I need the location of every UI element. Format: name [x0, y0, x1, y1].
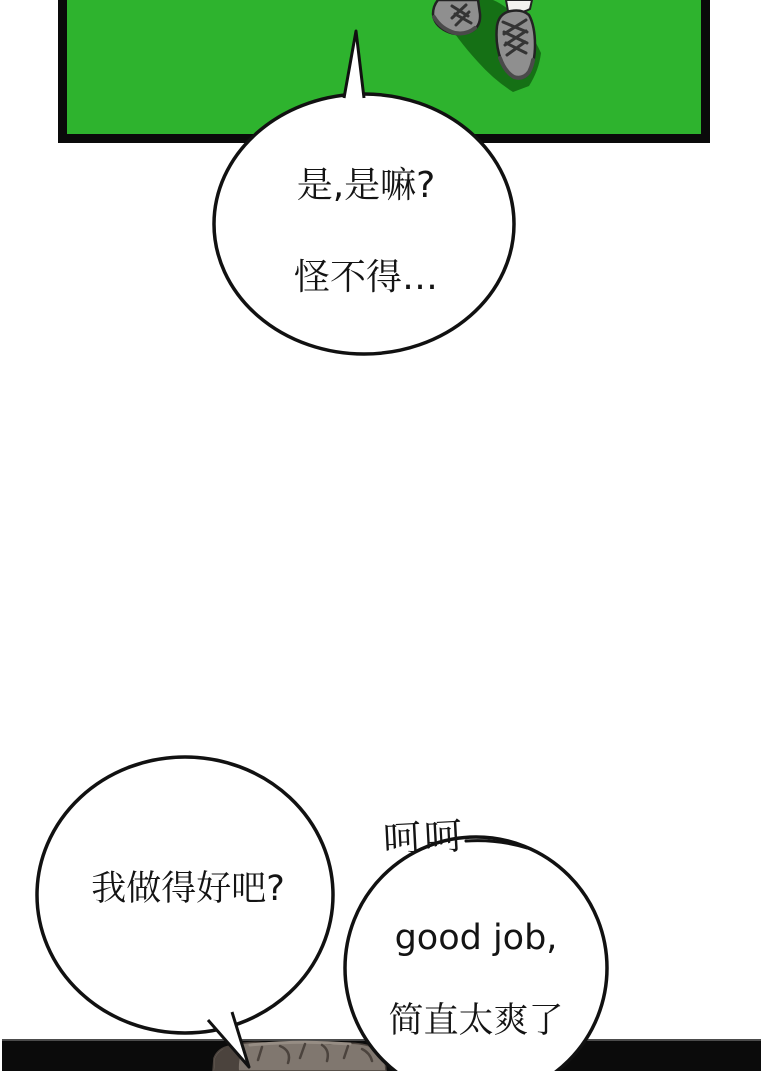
dialogue-top-line1: 是,是嘛? — [296, 165, 436, 206]
dialogue-top-line2: 怪不得… — [293, 257, 438, 299]
speech-bubble-bottom-left — [37, 757, 333, 1067]
dialogue-bottom-right-line1: good job, — [394, 918, 558, 958]
dialogue-bottom-right-line2: 简直太爽了 — [388, 1000, 564, 1041]
dialogue-bottom-left-line1: 我做得好吧? — [91, 869, 285, 909]
dialogue-top — [216, 163, 516, 301]
dialogue-bottom-left — [40, 868, 336, 910]
sfx-laugh-text: 呵呵 — [381, 813, 467, 862]
dialogue-bottom-right — [349, 918, 603, 1042]
